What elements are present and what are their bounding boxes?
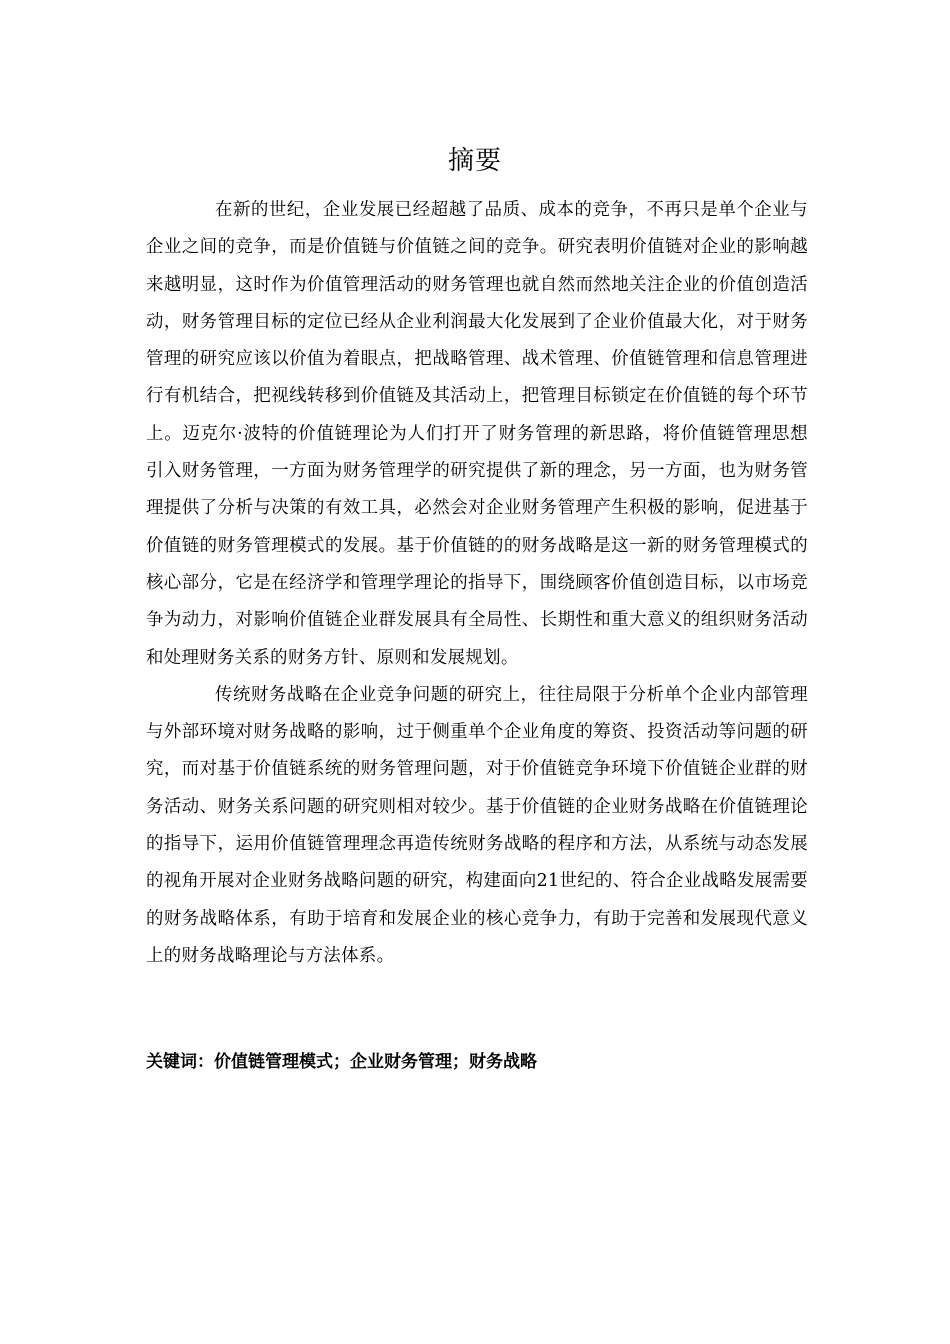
abstract-body xyxy=(146,192,808,975)
keywords-line: 关键词：价值链管理模式；企业财务管理；财务战略 xyxy=(146,1052,537,1072)
abstract-title: 摘要 xyxy=(447,146,502,176)
abstract-paragraph-2: 传统财务战略在企业竞争问题的研究上，往往局限于分析单个企业内部管理与外部环境对财务战略的影响，过于侧重单个企业角度的筹资、投资活动等问题的研究，而对基于价值链系统的财务管理问题，对于价值链竞争环境下价值链企业群的财务活动、财务关系问题的研究则相对较少。基于价值链的企业财务战略在价值链理论的指导下，运用价值链管理理念再造传统财务战略的程序和方法，从系统与动态发展的视角开展对企业财务战略问题的研究，构建面向21世纪的、符合企业战略发展需要的财务战略体系，有助于培育和发展企业的核心竞争力，有助于完善和发展现代意义上的财务战略理论与方法体系。 xyxy=(146,684,808,966)
abstract-paragraph-1: 在新的世纪，企业发展已经超越了品质、成本的竞争，不再只是单个企业与企业之间的竞争，而是价值链与价值链之间的竞争。研究表明价值链对企业的影响越来越明显，这时作为价值管理活动的财务管理也就自然而然地关注企业的价值创造活动，财务管理目标的定位已经从企业利润最大化发展到了企业价值最大化，对于财务管理的研究应该以价值为着眼点，把战略管理、战术管理、价值链管理和信息管理进行有机结合，把视线转移到价值链及其活动上，把管理目标锁定在价值链的每个环节上。迈克尔·波特的价值链理论为人们打开了财务管理的新思路，将价值链管理思想引入财务管理，一方面为财务管理学的研究提供了新的理念，另一方面，也为财务管理提供了分析与决策的有效工具，必然会对企业财务管理产生积极的影响，促进基于价值链的财务管理模式的发展。基于价值链的的财务战略是这一新的财务管理模式的核心部分，它是在经济学和管理学理论的指导下，围绕顾客价值创造目标，以市场竞争为动力，对影响价值链企业群发展具有全局性、长期性和重大意义的组织财务活动和处理财务关系的财务方针、原则和发展规划。 xyxy=(146,200,808,668)
